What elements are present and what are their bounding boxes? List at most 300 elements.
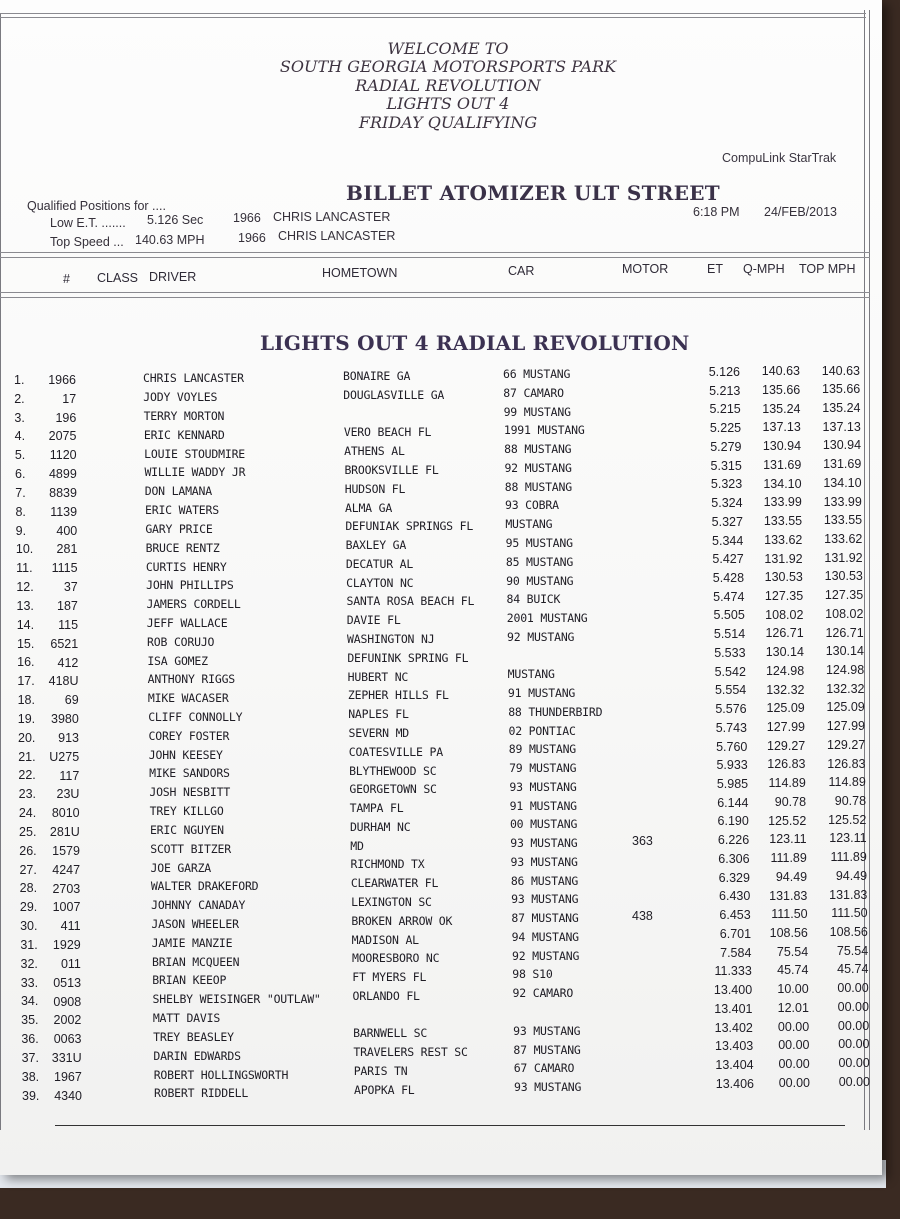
row-hometown: TRAVELERS REST SC (353, 1045, 468, 1060)
row-hometown: BAXLEY GA (345, 538, 407, 553)
col-header-q-mph: Q-MPH (743, 262, 785, 276)
row-top-mph: 130.14 (825, 644, 864, 659)
header-rule-top-inner (0, 257, 870, 258)
row-driver: ROBERT RIDDELL (154, 1086, 249, 1101)
qualified-label: Qualified Positions for .... (27, 199, 166, 213)
col-header-top-mph: TOP MPH (799, 262, 856, 276)
row-car: MUSTANG (507, 667, 555, 682)
row-car: 87 CAMARO (503, 385, 564, 400)
row-et: 7.584 (720, 945, 752, 960)
row-q-mph: 123.11 (769, 832, 807, 847)
row-car: 89 MUSTANG (508, 742, 577, 757)
row-et: 5.126 (708, 364, 740, 379)
row-top-mph: 00.00 (838, 1074, 870, 1089)
row-top-mph: 126.83 (827, 756, 866, 771)
row-car-number: 1007 (52, 900, 81, 915)
low-et-label: Low E.T. ....... (50, 216, 126, 230)
row-position: 3. (14, 410, 25, 425)
row-driver: TERRY MORTON (143, 408, 225, 423)
row-position: 20. (18, 730, 36, 745)
row-et: 6.430 (719, 889, 751, 904)
row-driver: SCOTT BITZER (150, 841, 231, 856)
row-driver: MIKE WACASER (147, 691, 229, 706)
banner-line-5: FRIDAY QUALIFYING (358, 113, 538, 132)
row-hometown: DEFUNINK SPRING FL (347, 650, 469, 665)
row-top-mph: 111.50 (831, 906, 868, 921)
row-car-number: 4899 (48, 467, 77, 482)
row-hometown: SEVERN MD (348, 725, 410, 740)
row-position: 11. (16, 561, 33, 576)
row-car-number: U275 (49, 749, 80, 764)
row-q-mph: 45.74 (777, 963, 809, 978)
row-hometown: SANTA ROSA BEACH FL (346, 594, 475, 609)
row-hometown: VERO BEACH FL (343, 425, 432, 440)
row-q-mph: 90.78 (774, 794, 807, 809)
row-top-mph: 90.78 (834, 794, 867, 808)
row-car-number: 913 (58, 730, 79, 745)
row-et: 5.760 (716, 739, 748, 754)
row-et: 5.542 (714, 664, 746, 679)
row-car: 79 MUSTANG (509, 761, 577, 776)
row-et: 13.406 (715, 1076, 754, 1091)
frame-line-right-outer (869, 10, 870, 1130)
row-position: 9. (15, 523, 27, 538)
row-car: MUSTANG (505, 517, 553, 532)
row-hometown: TAMPA FL (349, 801, 404, 816)
banner-line-3: RADIAL REVOLUTION (355, 76, 541, 95)
row-hometown: ORLANDO FL (352, 988, 420, 1003)
row-position: 14. (16, 617, 35, 632)
row-et: 6.190 (717, 814, 749, 829)
row-q-mph: 00.00 (778, 1038, 810, 1053)
row-hometown: NAPLES FL (348, 707, 409, 722)
row-driver: COREY FOSTER (148, 728, 230, 743)
row-driver: WALTER DRAKEFORD (150, 879, 259, 894)
row-car: 92 MUSTANG (511, 948, 580, 963)
row-et: 13.403 (715, 1039, 754, 1054)
row-q-mph: 133.99 (763, 495, 802, 510)
row-hometown: HUBERT NC (347, 669, 409, 684)
row-hometown: DAVIE FL (346, 613, 401, 628)
row-driver: JAMIE MANZIE (151, 935, 233, 950)
row-hometown: BROOKSVILLE FL (344, 462, 439, 477)
row-et: 11.333 (714, 964, 752, 979)
row-driver: JOHN PHILLIPS (146, 578, 234, 593)
row-car-number: 2002 (53, 1013, 82, 1028)
row-q-mph: 10.00 (777, 982, 809, 997)
row-driver: CLIFF CONNOLLY (148, 710, 243, 725)
row-q-mph: 127.35 (764, 588, 804, 603)
row-q-mph: 126.71 (765, 626, 804, 641)
row-q-mph: 00.00 (778, 1057, 810, 1072)
row-et: 5.323 (710, 477, 743, 492)
print-date: 24/FEB/2013 (764, 205, 837, 219)
row-position: 33. (20, 975, 39, 990)
row-q-mph: 135.24 (762, 401, 801, 416)
row-car-number: 1579 (52, 843, 80, 858)
row-et: 6.306 (718, 851, 750, 866)
row-q-mph: 135.66 (762, 383, 801, 397)
row-car-number: 281U (49, 825, 80, 840)
row-top-mph: 75.54 (836, 943, 869, 958)
row-top-mph: 133.99 (823, 494, 862, 509)
row-top-mph: 124.98 (825, 663, 865, 677)
row-position: 29. (19, 900, 38, 915)
row-et: 6.226 (717, 833, 750, 848)
row-driver: JEFF WALLACE (146, 615, 228, 630)
row-position: 36. (21, 1032, 39, 1047)
row-et: 5.315 (710, 458, 742, 473)
top-speed-label: Top Speed ... (50, 235, 124, 249)
row-position: 27. (19, 862, 37, 877)
row-et: 6.453 (719, 908, 751, 923)
row-q-mph: 131.92 (764, 551, 803, 566)
row-hometown: DOUGLASVILLE GA (343, 387, 445, 402)
row-position: 34. (20, 994, 39, 1009)
row-car-number: 4247 (52, 862, 81, 877)
row-top-mph: 135.24 (822, 401, 861, 415)
row-car-number: 0908 (53, 994, 82, 1009)
row-car: 99 MUSTANG (503, 404, 571, 419)
row-top-mph: 131.92 (824, 550, 863, 565)
row-car: 1991 MUSTANG (503, 423, 585, 438)
row-driver: JAMERS CORDELL (146, 597, 241, 612)
row-car: 98 S10 (512, 967, 553, 982)
row-driver: ANTHONY RIGGS (147, 672, 236, 687)
low-et-driver: CHRIS LANCASTER (273, 210, 391, 224)
row-driver: JOHN KEESEY (148, 747, 223, 762)
row-hometown: DURHAM NC (349, 819, 411, 834)
row-top-mph: 108.02 (825, 606, 864, 621)
row-top-mph: 125.52 (828, 812, 867, 827)
row-car: 02 PONTIAC (508, 723, 576, 738)
race-title: LIGHTS OUT 4 RADIAL REVOLUTION (260, 331, 690, 355)
row-position: 12. (16, 580, 34, 595)
row-hometown: WASHINGTON NJ (347, 632, 435, 646)
row-q-mph: 125.09 (766, 701, 805, 716)
row-driver: SHELBY WEISINGER "OUTLAW" (152, 992, 321, 1007)
row-q-mph: 00.00 (777, 1019, 810, 1034)
row-car-number: 400 (56, 523, 78, 538)
row-q-mph: 111.50 (771, 907, 808, 922)
row-et: 5.576 (715, 702, 747, 717)
row-top-mph: 00.00 (838, 1037, 870, 1052)
row-position: 8. (15, 504, 26, 519)
row-q-mph: 111.89 (770, 851, 807, 866)
row-top-mph: 135.66 (822, 382, 861, 397)
row-car-number: 331U (51, 1051, 82, 1066)
row-driver: GARY PRICE (145, 521, 213, 536)
banner-line-4: LIGHTS OUT 4 (386, 94, 510, 113)
row-hometown: APOPKA FL (354, 1082, 415, 1097)
frame-line-left (0, 14, 1, 1130)
row-hometown: MD (350, 838, 364, 853)
row-hometown: PARIS TN (353, 1064, 408, 1079)
row-car: 67 CAMARO (513, 1061, 575, 1076)
row-top-mph: 129.27 (827, 737, 866, 752)
top-speed-car-number: 1966 (238, 231, 266, 245)
row-car-number: 1967 (54, 1069, 82, 1084)
header-rule-bottom-inner (0, 297, 870, 298)
row-position: 35. (21, 1013, 39, 1028)
row-hometown: BARNWELL SC (353, 1026, 428, 1041)
row-top-mph: 134.10 (823, 475, 862, 490)
row-et: 5.933 (716, 758, 748, 773)
row-position: 28. (19, 881, 38, 896)
row-top-mph: 133.55 (823, 513, 863, 528)
row-car-number: 117 (59, 768, 80, 783)
row-et: 13.402 (714, 1020, 753, 1035)
row-q-mph: 75.54 (776, 944, 809, 959)
row-car-number: 412 (57, 655, 79, 670)
top-speed-value: 140.63 MPH (135, 233, 205, 247)
row-position: 38. (21, 1069, 40, 1084)
row-driver: DON LAMANA (144, 484, 212, 499)
row-q-mph: 94.49 (775, 869, 808, 884)
row-top-mph: 00.00 (838, 1055, 870, 1070)
row-top-mph: 140.63 (821, 363, 860, 378)
col-header-hometown: HOMETOWN (322, 266, 398, 280)
row-et: 5.428 (712, 570, 745, 585)
row-et: 6.701 (719, 926, 752, 941)
col-header-car: CAR (508, 264, 535, 278)
row-position: 1. (14, 372, 25, 387)
row-car: 93 MUSTANG (510, 854, 578, 869)
row-car: 95 MUSTANG (505, 536, 573, 550)
row-hometown: DEFUNIAK SPRINGS FL (345, 519, 474, 534)
row-driver: JOE GARZA (150, 860, 212, 875)
row-et: 13.400 (713, 983, 753, 998)
top-speed-driver: CHRIS LANCASTER (278, 229, 396, 243)
row-car-number: 23U (56, 787, 80, 802)
row-car-number: 281 (56, 542, 78, 557)
row-position: 31. (20, 937, 38, 952)
timing-system-label: CompuLink StarTrak (722, 151, 837, 165)
row-driver: DARIN EDWARDS (153, 1048, 241, 1063)
row-car-number: 1966 (48, 372, 76, 387)
footer-rule (55, 1125, 845, 1126)
row-driver: TREY BEASLEY (153, 1029, 234, 1044)
row-driver: ERIC NGUYEN (149, 822, 224, 837)
row-top-mph: 127.99 (826, 719, 865, 734)
row-top-mph: 137.13 (822, 419, 861, 434)
row-et: 5.324 (711, 496, 743, 511)
row-position: 2. (14, 391, 25, 406)
col-header-driver: DRIVER (149, 270, 197, 284)
row-hometown: FT MYERS FL (352, 970, 427, 985)
row-position: 13. (16, 598, 34, 613)
row-position: 39. (22, 1088, 40, 1103)
row-car: 93 MUSTANG (509, 779, 577, 794)
row-hometown: COATESVILLE PA (348, 744, 443, 759)
low-et-value: 5.126 Sec (147, 213, 204, 227)
row-q-mph: 130.94 (762, 439, 802, 454)
row-hometown: MOORESBORO NC (351, 951, 440, 966)
row-driver: JASON WHEELER (151, 916, 239, 931)
row-car-number: 0513 (53, 975, 82, 990)
row-q-mph: 131.69 (763, 457, 802, 472)
low-et-car-number: 1966 (233, 211, 261, 225)
header-rule-top (0, 252, 870, 253)
row-car-number: 418U (48, 674, 79, 689)
row-top-mph: 45.74 (837, 962, 869, 977)
row-car-number: 2703 (52, 881, 81, 896)
row-q-mph: 00.00 (778, 1075, 810, 1090)
row-et: 5.344 (712, 533, 744, 548)
row-q-mph: 108.56 (769, 925, 808, 940)
row-position: 18. (17, 693, 35, 708)
row-driver: ROBERT HOLLINGSWORTH (153, 1067, 289, 1082)
row-top-mph: 00.00 (837, 1018, 870, 1033)
row-top-mph: 00.00 (837, 981, 869, 996)
row-q-mph: 131.83 (769, 888, 808, 903)
row-position: 17. (17, 674, 35, 689)
banner-line-1: WELCOME TO (387, 39, 509, 58)
row-et: 5.554 (714, 683, 747, 698)
row-q-mph: 125.52 (768, 813, 807, 828)
banner-line-2: SOUTH GEORGIA MOTORSPORTS PARK (279, 57, 617, 76)
row-position: 16. (17, 655, 35, 670)
row-q-mph: 137.13 (762, 420, 801, 435)
row-hometown: ATHENS AL (344, 444, 405, 459)
row-car: 90 MUSTANG (506, 573, 574, 588)
row-car: 92 MUSTANG (504, 460, 572, 475)
row-car: 91 MUSTANG (507, 686, 576, 701)
row-position: 21. (18, 749, 36, 764)
row-car: 84 BUICK (506, 592, 561, 607)
row-position: 37. (21, 1050, 39, 1065)
row-car-number: 3980 (51, 712, 79, 727)
row-et: 13.404 (715, 1057, 754, 1072)
row-et: 5.505 (713, 608, 745, 623)
row-car: 93 MUSTANG (514, 1080, 582, 1095)
row-et: 5.514 (713, 627, 746, 642)
row-car-number: 1120 (49, 448, 77, 463)
row-q-mph: 133.55 (763, 514, 803, 529)
row-top-mph: 130.94 (822, 438, 862, 453)
col-header-number: # (63, 272, 70, 286)
row-position: 10. (15, 542, 34, 557)
row-hometown: HUDSON FL (344, 481, 406, 496)
row-et: 13.401 (714, 1001, 753, 1016)
row-et: 5.985 (716, 777, 749, 792)
row-hometown: ALMA GA (345, 500, 393, 515)
row-car: 88 THUNDERBIRD (508, 704, 603, 719)
row-position: 19. (17, 711, 36, 726)
row-driver: JOSH NESBITT (149, 785, 231, 800)
row-position: 26. (19, 843, 37, 858)
row-et: 5.279 (710, 439, 742, 454)
row-driver: ISA GOMEZ (147, 653, 208, 668)
row-top-mph: 130.53 (824, 569, 863, 584)
row-driver: CHRIS LANCASTER (143, 371, 244, 386)
row-position: 6. (15, 467, 26, 482)
row-et: 5.474 (713, 589, 745, 604)
row-motor: 438 (632, 909, 653, 924)
row-hometown: BONAIRE GA (343, 369, 411, 383)
row-car-number: 37 (63, 580, 78, 595)
row-top-mph: 132.32 (826, 681, 865, 696)
row-top-mph: 133.62 (824, 532, 863, 546)
row-car-number: 8839 (49, 485, 77, 500)
row-position: 24. (18, 806, 37, 821)
row-q-mph: 108.02 (765, 607, 804, 622)
header-rule-bottom (0, 292, 870, 293)
row-car-number: 1139 (50, 504, 78, 519)
row-hometown: BROKEN ARROW OK (351, 913, 453, 928)
row-et: 5.743 (715, 720, 747, 735)
row-hometown: ZEPHER HILLS FL (347, 688, 449, 703)
row-hometown: RICHMOND TX (350, 857, 425, 872)
row-car-number: 69 (64, 693, 79, 708)
row-top-mph: 131.83 (829, 887, 868, 902)
row-car: 85 MUSTANG (505, 554, 574, 569)
row-car-number: 011 (60, 956, 81, 971)
row-driver: BRUCE RENTZ (145, 540, 220, 555)
row-position: 15. (16, 636, 35, 651)
col-header-motor: MOTOR (622, 262, 669, 276)
row-position: 25. (19, 824, 37, 839)
row-car: 94 MUSTANG (511, 929, 579, 944)
row-car-number: 0063 (53, 1032, 82, 1047)
row-hometown: CLEARWATER FL (350, 876, 439, 891)
row-car-number: 411 (60, 919, 81, 934)
row-q-mph: 132.32 (766, 682, 805, 697)
row-car: 00 MUSTANG (509, 817, 578, 832)
row-hometown: LEXINGTON SC (351, 894, 432, 909)
row-et: 5.213 (709, 383, 741, 398)
row-q-mph: 127.99 (766, 720, 805, 735)
row-et: 6.144 (717, 795, 749, 810)
row-et: 5.215 (709, 402, 741, 417)
row-driver: CURTIS HENRY (145, 559, 227, 574)
row-car: 2001 MUSTANG (506, 611, 588, 626)
row-et: 6.329 (718, 870, 750, 885)
row-car: 86 MUSTANG (510, 873, 579, 888)
class-title: BILLET ATOMIZER ULT STREET (346, 181, 720, 205)
row-driver: MIKE SANDORS (149, 766, 230, 781)
col-header-class: CLASS (97, 271, 138, 285)
row-driver: BRIAN MCQUEEN (151, 954, 240, 969)
row-q-mph: 12.01 (777, 1000, 809, 1015)
row-car-number: 1115 (51, 561, 78, 576)
row-hometown: GEORGETOWN SC (349, 782, 437, 797)
row-driver: MATT DAVIS (152, 1011, 221, 1026)
row-q-mph: 130.14 (765, 645, 804, 660)
row-car: 88 MUSTANG (504, 442, 572, 457)
row-car-number: 17 (62, 391, 77, 406)
row-car: 92 MUSTANG (507, 629, 575, 644)
row-driver: ERIC WATERS (145, 503, 219, 518)
row-q-mph: 129.27 (767, 738, 806, 753)
row-top-mph: 94.49 (835, 868, 868, 883)
row-top-mph: 114.89 (828, 775, 866, 790)
row-driver: JODY VOYLES (143, 390, 218, 405)
row-car: 87 MUSTANG (513, 1042, 581, 1057)
row-top-mph: 108.56 (829, 924, 868, 939)
col-header-et: ET (707, 262, 723, 276)
row-car-number: 2075 (48, 429, 77, 444)
row-car: 66 MUSTANG (503, 367, 571, 382)
row-driver: BRIAN KEEOP (152, 973, 227, 988)
row-hometown: CLAYTON NC (346, 575, 414, 590)
row-car: 93 MUSTANG (511, 892, 579, 907)
row-driver: ROB CORUJO (147, 634, 215, 649)
row-et: 5.533 (714, 645, 746, 660)
row-car-number: 115 (58, 617, 79, 632)
row-top-mph: 125.09 (826, 700, 865, 715)
row-et: 5.327 (711, 514, 743, 529)
